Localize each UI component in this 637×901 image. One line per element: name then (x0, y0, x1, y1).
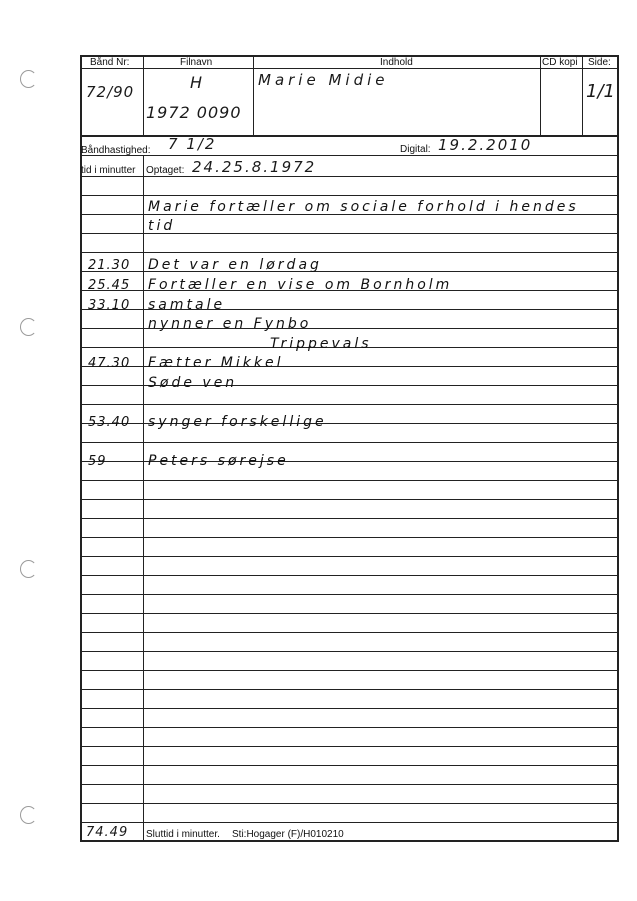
entry-content: tid (148, 218, 176, 234)
punch-hole (20, 806, 37, 824)
form-line (80, 594, 619, 595)
form-line (80, 840, 619, 842)
entry-content: nynner en Fynbo (148, 316, 312, 332)
form-line (582, 55, 583, 135)
form-line (143, 55, 144, 135)
entry-time: 25.45 (88, 278, 131, 293)
form-line (80, 575, 619, 576)
entry-time: 33.10 (88, 298, 131, 313)
filnavn-line-2: 1972 0090 (146, 103, 242, 122)
entry-content: Det var en lørdag (148, 257, 322, 273)
form-line (80, 765, 619, 766)
column-header-side: Side: (588, 57, 611, 68)
entry-content: Trippevals (270, 336, 372, 352)
entry-time: 59 (88, 454, 107, 469)
filnavn-line-1: H (190, 73, 205, 92)
form-line (80, 68, 619, 69)
digital-label: Digital: (400, 144, 431, 155)
entry-content: Søde ven (148, 375, 238, 391)
form-line (80, 55, 619, 57)
form-line (80, 613, 619, 614)
entry-content: samtale (148, 297, 226, 313)
column-header-filnavn: Filnavn (180, 57, 213, 68)
form-line (253, 55, 254, 135)
form-line (80, 651, 619, 652)
form-line (143, 155, 144, 841)
punch-hole (20, 318, 37, 336)
end-time-value: 74.49 (86, 825, 129, 840)
form-line (80, 822, 619, 823)
form-line (80, 195, 619, 196)
form-line (80, 480, 619, 481)
form-line (80, 632, 619, 633)
form-line (80, 784, 619, 785)
speed-label: Båndhastighed: (81, 145, 151, 156)
form-line (80, 537, 619, 538)
optaget-label: Optaget: (146, 165, 185, 176)
speed-value: 7 1/2 (168, 135, 217, 153)
form-line (80, 803, 619, 804)
optaget-value: 24.25.8.1972 (192, 158, 317, 176)
column-header-indhold: Indhold (380, 57, 413, 68)
form-line (80, 404, 619, 405)
entry-content: synger forskellige (148, 414, 327, 430)
form-line (80, 155, 619, 156)
entry-content: Marie fortæller om sociale forhold i hendes (148, 199, 579, 215)
column-header-cd-kopi: CD kopi (542, 57, 578, 68)
form-line (80, 499, 619, 500)
form-line (540, 55, 541, 135)
form-line (80, 518, 619, 519)
entry-time: 47.30 (88, 356, 131, 371)
digital-value: 19.2.2010 (438, 136, 533, 154)
entry-content: Fætter Mikkel (148, 355, 284, 371)
entry-content: Fortæller en vise om Bornholm (148, 277, 453, 293)
punch-hole (20, 560, 37, 578)
band-nr-value: 72/90 (86, 83, 135, 101)
form-line (80, 689, 619, 690)
form-line (617, 55, 619, 842)
form-line (80, 727, 619, 728)
form-line (80, 176, 619, 177)
form-line (80, 442, 619, 443)
side-value: 1/1 (586, 81, 615, 102)
entry-time: 53.40 (88, 415, 131, 430)
archive-path: Sti:Hogager (F)/H010210 (232, 829, 344, 840)
time-column-label: tid i minutter (81, 165, 136, 176)
form-line (80, 746, 619, 747)
indhold-value: Marie Midie (258, 71, 389, 89)
entry-time: 21.30 (88, 258, 131, 273)
form-line (80, 708, 619, 709)
punch-hole (20, 70, 37, 88)
form-line (80, 670, 619, 671)
form-line (80, 556, 619, 557)
form-line (80, 252, 619, 253)
end-time-label: Sluttid i minutter. (146, 829, 220, 840)
tape-log-form (80, 55, 619, 842)
column-header-band-nr: Bånd Nr: (90, 57, 130, 68)
form-line (80, 135, 619, 137)
entry-content: Peters sørejse (148, 453, 289, 469)
